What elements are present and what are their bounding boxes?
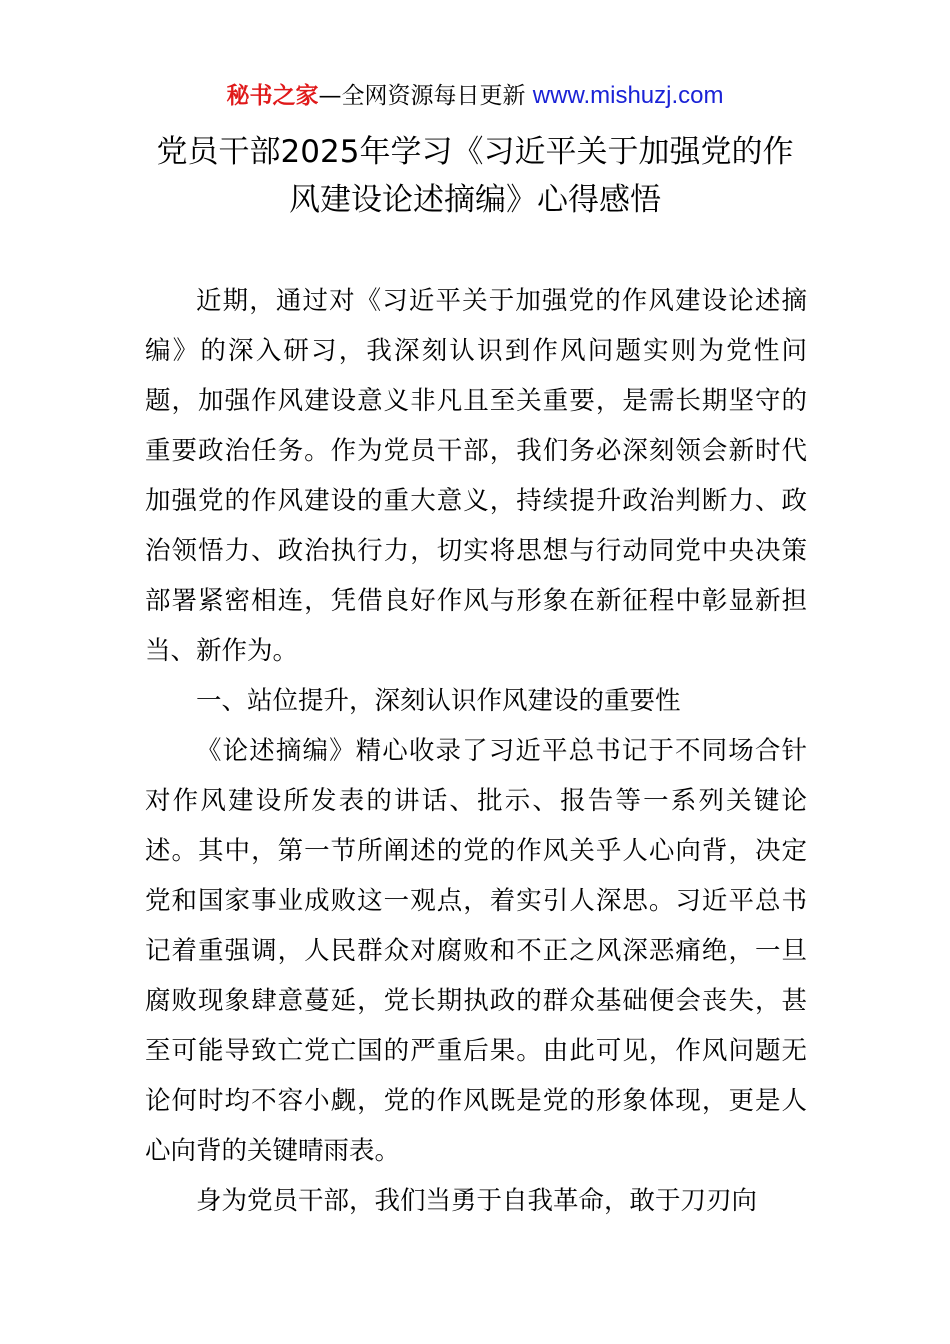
title-line-1: 党员干部2025年学习《习近平关于加强党的作 bbox=[156, 134, 794, 170]
document-body bbox=[145, 276, 807, 1226]
site-url[interactable]: www.mishuzj.com bbox=[532, 82, 724, 109]
paragraph-intro: 近期，通过对《习近平关于加强党的作风建设论述摘编》的深入研习，我深刻认识到作风问题实则为党性问题，加强作风建设意义非凡且至关重要，是需长期坚守的重要政治任务。作为党员干部，我们务必深刻领会新时代加强党的作风建设的重大意义，持续提升政治判断力、政治领悟力、政治执行力，切实将思想与行动同党中央决策部署紧密相连，凭借良好作风与形象在新征程中彰显新担当、新作为。 bbox=[145, 286, 807, 666]
title-line-2: 风建设论述摘编》心得感悟 bbox=[289, 182, 661, 218]
document-title bbox=[100, 128, 850, 224]
paragraph-section-1: 《论述摘编》精心收录了习近平总书记于不同场合针对作风建设所发表的讲话、批示、报告等一系列关键论述。其中，第一节所阐述的党的作风关乎人心向背，决定党和国家事业成败这一观点，着实引人深思。习近平总书记着重强调，人民群众对腐败和不正之风深恶痛绝，一旦腐败现象肆意蔓延，党长期执政的群众基础便会丧失，甚至可能导致亡党亡国的严重后果。由此可见，作风问题无论何时均不容小觑，党的作风既是党的形象体现，更是人心向背的关键晴雨表。 bbox=[145, 736, 807, 1166]
banner-tagline: —全网资源每日更新 bbox=[318, 83, 526, 109]
brand-name: 秘书之家 bbox=[226, 83, 319, 109]
site-banner bbox=[0, 80, 950, 112]
paragraph-continued: 身为党员干部，我们当勇于自我革命，敢于刀刃向 bbox=[196, 1186, 758, 1216]
section-heading: 一、站位提升，深刻认识作风建设的重要性 bbox=[196, 686, 681, 716]
